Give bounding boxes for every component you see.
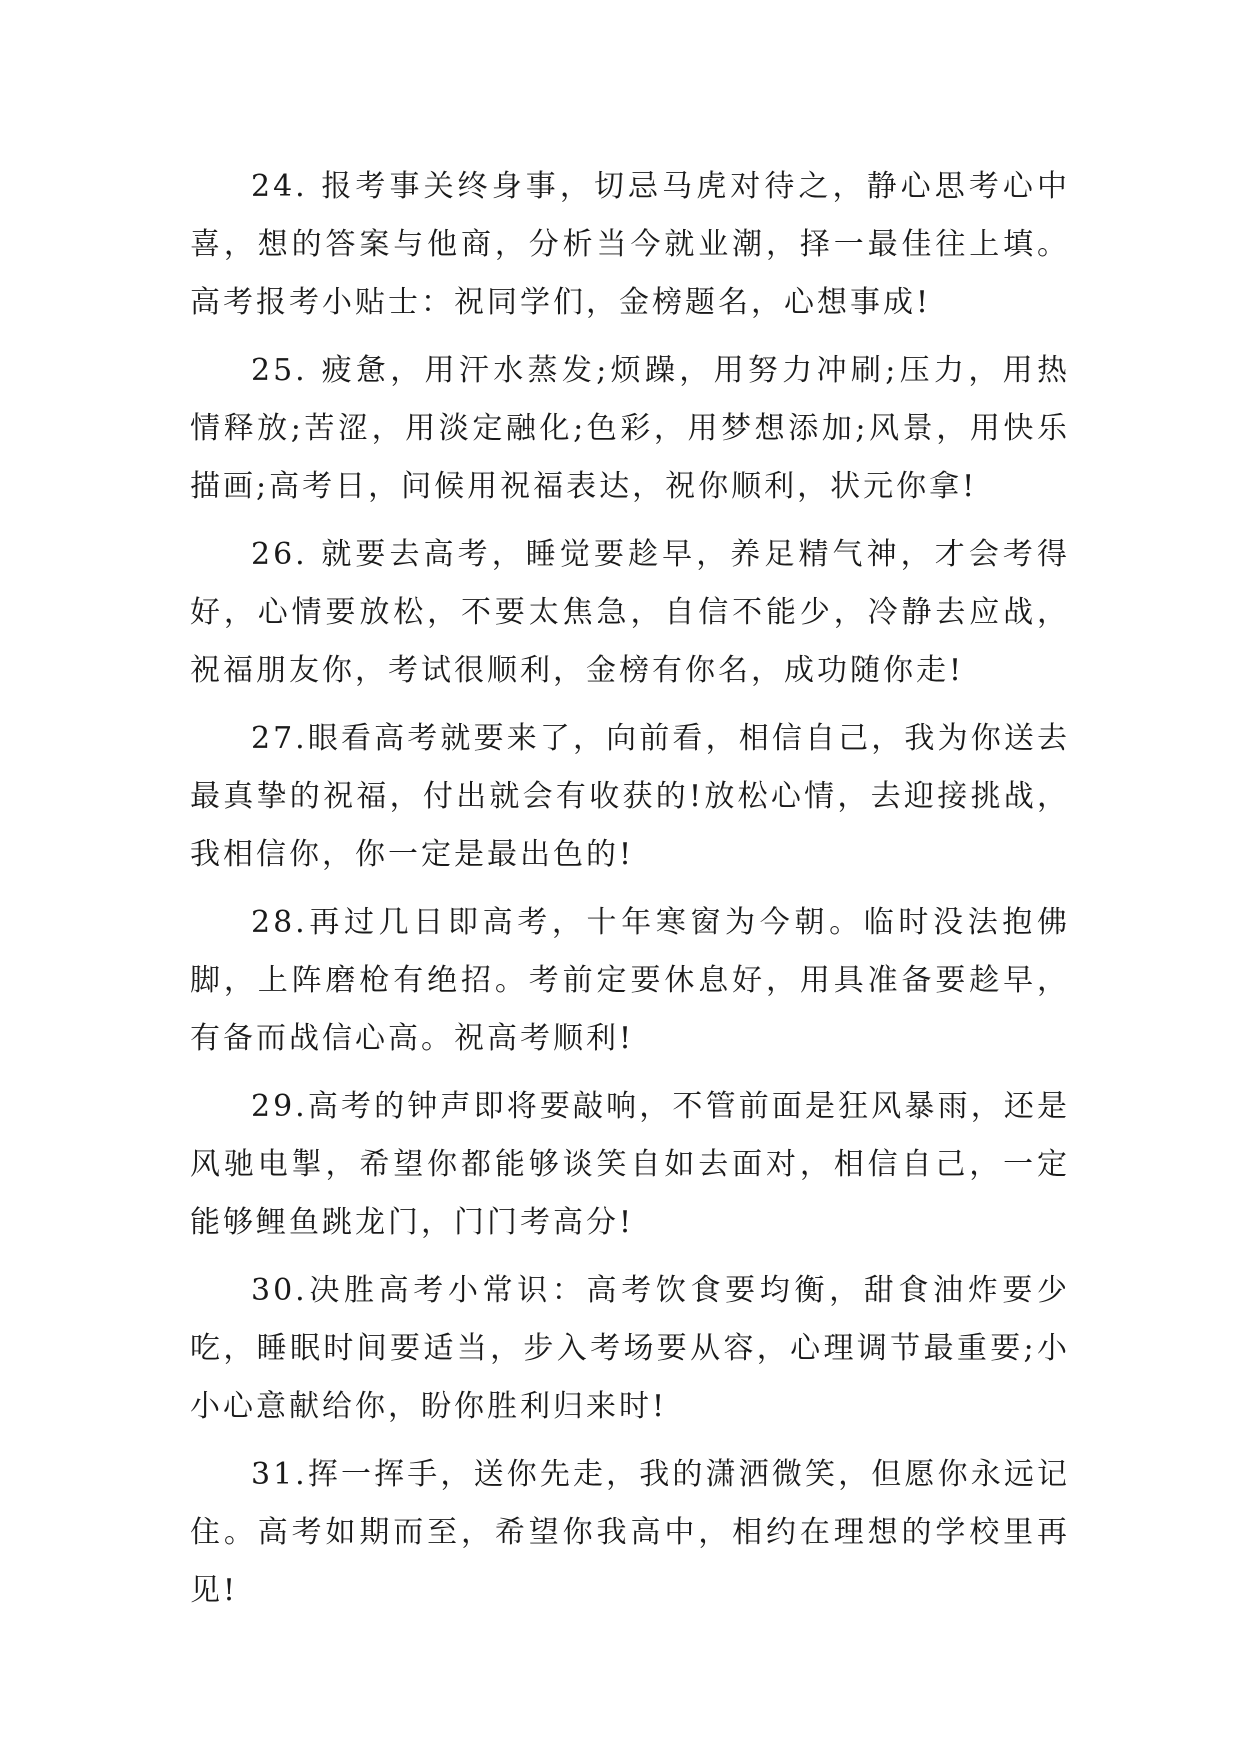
paragraph-30: 30.决胜高考小常识：高考饮食要均衡，甜食油炸要少吃，睡眠时间要适当，步入考场要从容，心理调节最重要;小小心意献给你，盼你胜利归来时!	[190, 1273, 1070, 1424]
paragraph-24: 24. 报考事关终身事，切忌马虎对待之，静心思考心中喜，想的答案与他商，分析当今就业潮，择一最佳往上填。高考报考小贴士：祝同学们，金榜题名，心想事成!	[190, 169, 1070, 320]
paragraph-25: 25. 疲惫，用汗水蒸发;烦躁，用努力冲刷;压力，用热情释放;苦涩，用淡定融化;色彩，用梦想添加;风景，用快乐描画;高考日，问候用祝福表达，祝你顺利，状元你拿!	[190, 353, 1070, 504]
paragraph-31: 31.挥一挥手，送你先走，我的潇洒微笑，但愿你永远记住。高考如期而至，希望你我高中，相约在理想的学校里再见!	[190, 1457, 1070, 1608]
paragraph-26: 26. 就要去高考，睡觉要趁早，养足精气神，才会考得好，心情要放松，不要太焦急，自信不能少，冷静去应战，祝福朋友你，考试很顺利，金榜有你名，成功随你走!	[190, 537, 1070, 688]
paragraph-27: 27.眼看高考就要来了，向前看，相信自己，我为你送去最真挚的祝福，付出就会有收获的!放松心情，去迎接挑战，我相信你，你一定是最出色的!	[190, 721, 1070, 872]
paragraph-29: 29.高考的钟声即将要敲响，不管前面是狂风暴雨，还是风驰电掣，希望你都能够谈笑自如去面对，相信自己，一定能够鲤鱼跳龙门，门门考高分!	[190, 1089, 1070, 1240]
document-body	[190, 158, 1070, 1630]
paragraph-28: 28.再过几日即高考，十年寒窗为今朝。临时没法抱佛脚，上阵磨枪有绝招。考前定要休息好，用具准备要趁早，有备而战信心高。祝高考顺利!	[190, 905, 1070, 1056]
